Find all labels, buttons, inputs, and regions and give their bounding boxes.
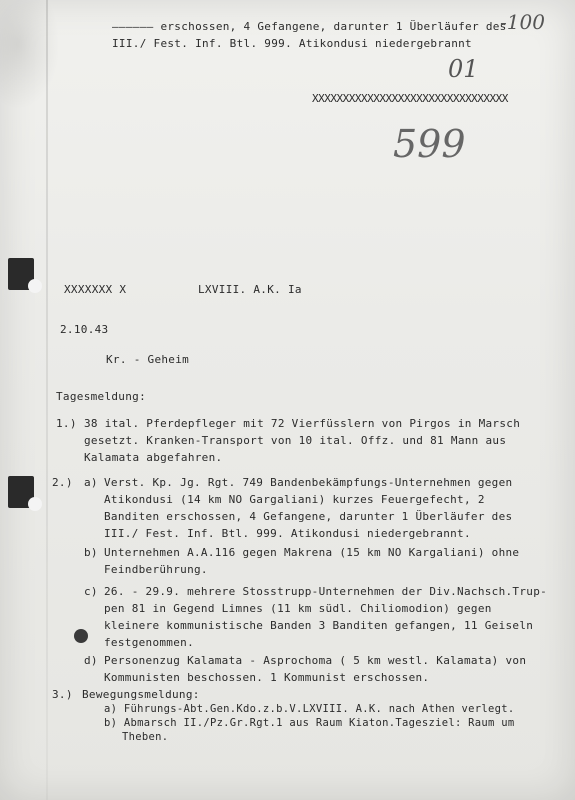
item-2d-line-2: Kommunisten beschossen. 1 Kommunist erschossen. (104, 671, 430, 684)
item-2c-line-2: pen 81 in Gegend Limnes (11 km südl. Chiliomodion) gegen (104, 602, 492, 615)
carryover-line-2: III./ Fest. Inf. Btl. 999. Atikondusi niedergebrannt (112, 37, 472, 50)
paper-fold-line (46, 0, 48, 800)
item-2a-line-1: Verst. Kp. Jg. Rgt. 749 Bandenbekämpfungs-Unternehmen gegen (104, 476, 513, 489)
item-2c-line-3: kleinere kommunistische Banden 3 Banditen gefangen, 11 Geiseln (104, 619, 534, 632)
item-2-number: 2.) (52, 476, 73, 489)
paper-crease (0, 0, 60, 110)
handwritten-page-number: -100 (500, 10, 545, 34)
item-2d-label: d) (84, 654, 98, 667)
item-2c-line-4: festgenommen. (104, 636, 194, 649)
item-2c-label: c) (84, 585, 98, 598)
report-title: Tagesmeldung: (56, 390, 146, 403)
carryover-line-1: —————— erschossen, 4 Gefangene, darunter 1 Überläufer des (112, 20, 507, 33)
item-2c-line-1: 26. - 29.9. mehrere Stosstrupp-Unternehmen der Div.Nachsch.Trup- (104, 585, 548, 598)
item-3-title: Bewegungsmeldung: (82, 688, 200, 701)
item-2a-line-3: Banditen erschossen, 4 Gefangene, darunter 1 Überläufer des (104, 510, 513, 523)
struck-out-line: XXXXXXXXXXXXXXXXXXXXXXXXXXXXXXXX (312, 92, 508, 105)
item-2d-line-1: Personenzug Kalamata - Asprochoma ( 5 km westl. Kalamata) von (104, 654, 527, 667)
item-3b-line-1: b) Abmarsch II./Pz.Gr.Rgt.1 aus Raum Kiaton.Tagesziel: Raum um (104, 717, 515, 729)
item-1-line-3: Kalamata abgefahren. (84, 451, 223, 464)
document-date: 2.10.43 (60, 323, 109, 336)
struck-out-prefix: XXXXXXX X (64, 283, 127, 296)
item-1-number: 1.) (56, 417, 77, 430)
item-2a-line-4: III./ Fest. Inf. Btl. 999. Atikondusi niedergebrannt. (104, 527, 471, 540)
handwritten-sheet-number: 01 (448, 55, 479, 83)
item-1-line-2: gesetzt. Kranken-Transport von 10 ital. Offz. und 81 Mann aus (84, 434, 507, 447)
item-2b-line-1: Unternehmen A.A.116 gegen Makrena (15 km NO Kargaliani) ohne (104, 546, 520, 559)
punch-hole-bottom (8, 476, 34, 508)
item-2a-line-2: Atikondusi (14 km NO Gargaliani) kurzes Feuergefecht, 2 (104, 493, 485, 506)
item-2b-line-2: Feindberührung. (104, 563, 208, 576)
classification-mark: Kr. - Geheim (106, 353, 190, 366)
item-3-number: 3.) (52, 688, 73, 701)
item-3b-line-2: Theben. (122, 731, 169, 743)
handwritten-stamp-number: 599 (393, 122, 466, 166)
unit-heading: LXVIII. A.K. Ia (198, 283, 302, 296)
item-2b-label: b) (84, 546, 98, 559)
punch-hole-top (8, 258, 34, 290)
item-3a-line: a) Führungs-Abt.Gen.Kdo.z.b.V.LXVIII. A.K. nach Athen verlegt. (104, 703, 515, 715)
ink-blot (74, 629, 88, 643)
item-2a-label: a) (84, 476, 98, 489)
item-1-line-1: 38 ital. Pferdepfleger mit 72 Vierfüsslern von Pirgos in Marsch (84, 417, 521, 430)
